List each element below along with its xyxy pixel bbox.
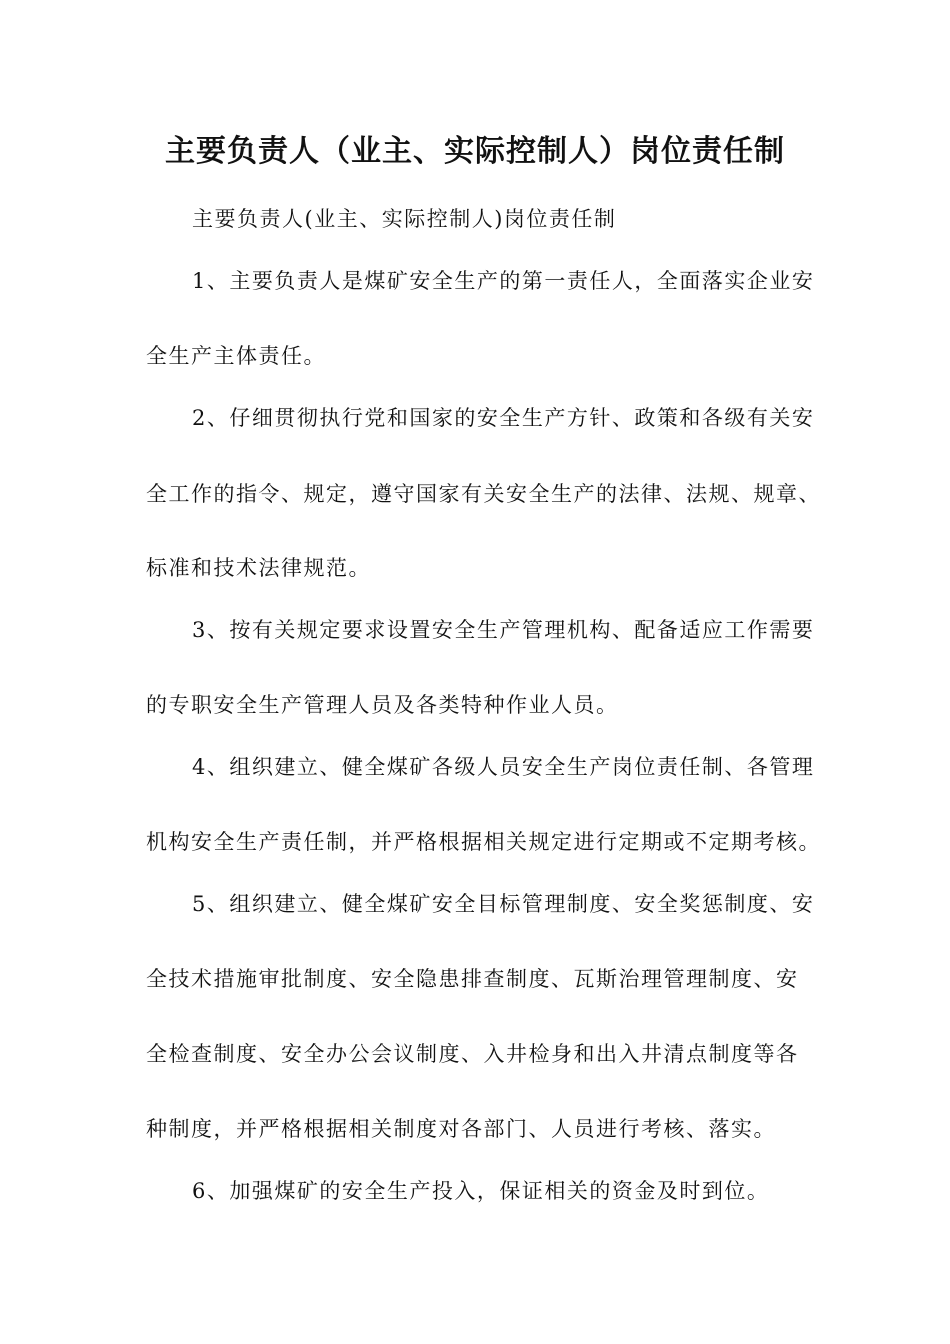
document-title: 主要负责人（业主、实际控制人）岗位责任制 <box>165 134 785 169</box>
paragraph-1-line-2: 全生产主体责任。 <box>146 344 326 368</box>
paragraph-6-line-1: 6、加强煤矿的安全生产投入，保证相关的资金及时到位。 <box>192 1179 770 1203</box>
paragraph-5-line-3: 全检查制度、安全办公会议制度、入井检身和出入井清点制度等各 <box>146 1042 799 1066</box>
paragraph-5-line-2: 全技术措施审批制度、安全隐患排查制度、瓦斯治理管理制度、安 <box>146 967 799 991</box>
paragraph-2-line-1: 2、仔细贯彻执行党和国家的安全生产方针、政策和各级有关安 <box>192 406 815 430</box>
document-subtitle: 主要负责人(业主、实际控制人)岗位责任制 <box>192 207 617 231</box>
paragraph-3-line-1: 3、按有关规定要求设置安全生产管理机构、配备适应工作需要 <box>192 618 815 642</box>
paragraph-4-line-1: 4、组织建立、健全煤矿各级人员安全生产岗位责任制、各管理 <box>192 755 815 779</box>
paragraph-1-line-1: 1、主要负责人是煤矿安全生产的第一责任人，全面落实企业安 <box>192 269 815 293</box>
paragraph-2-line-3: 标准和技术法律规范。 <box>146 556 371 580</box>
paragraph-4-line-2: 机构安全生产责任制，并严格根据相关规定进行定期或不定期考核。 <box>146 830 821 854</box>
paragraph-5-line-1: 5、组织建立、健全煤矿安全目标管理制度、安全奖惩制度、安 <box>192 892 815 916</box>
paragraph-5-line-4: 种制度，并严格根据相关制度对各部门、人员进行考核、落实。 <box>146 1117 776 1141</box>
paragraph-2-line-2: 全工作的指令、规定，遵守国家有关安全生产的法律、法规、规章、 <box>146 482 821 506</box>
paragraph-3-line-2: 的专职安全生产管理人员及各类特种作业人员。 <box>146 693 619 717</box>
